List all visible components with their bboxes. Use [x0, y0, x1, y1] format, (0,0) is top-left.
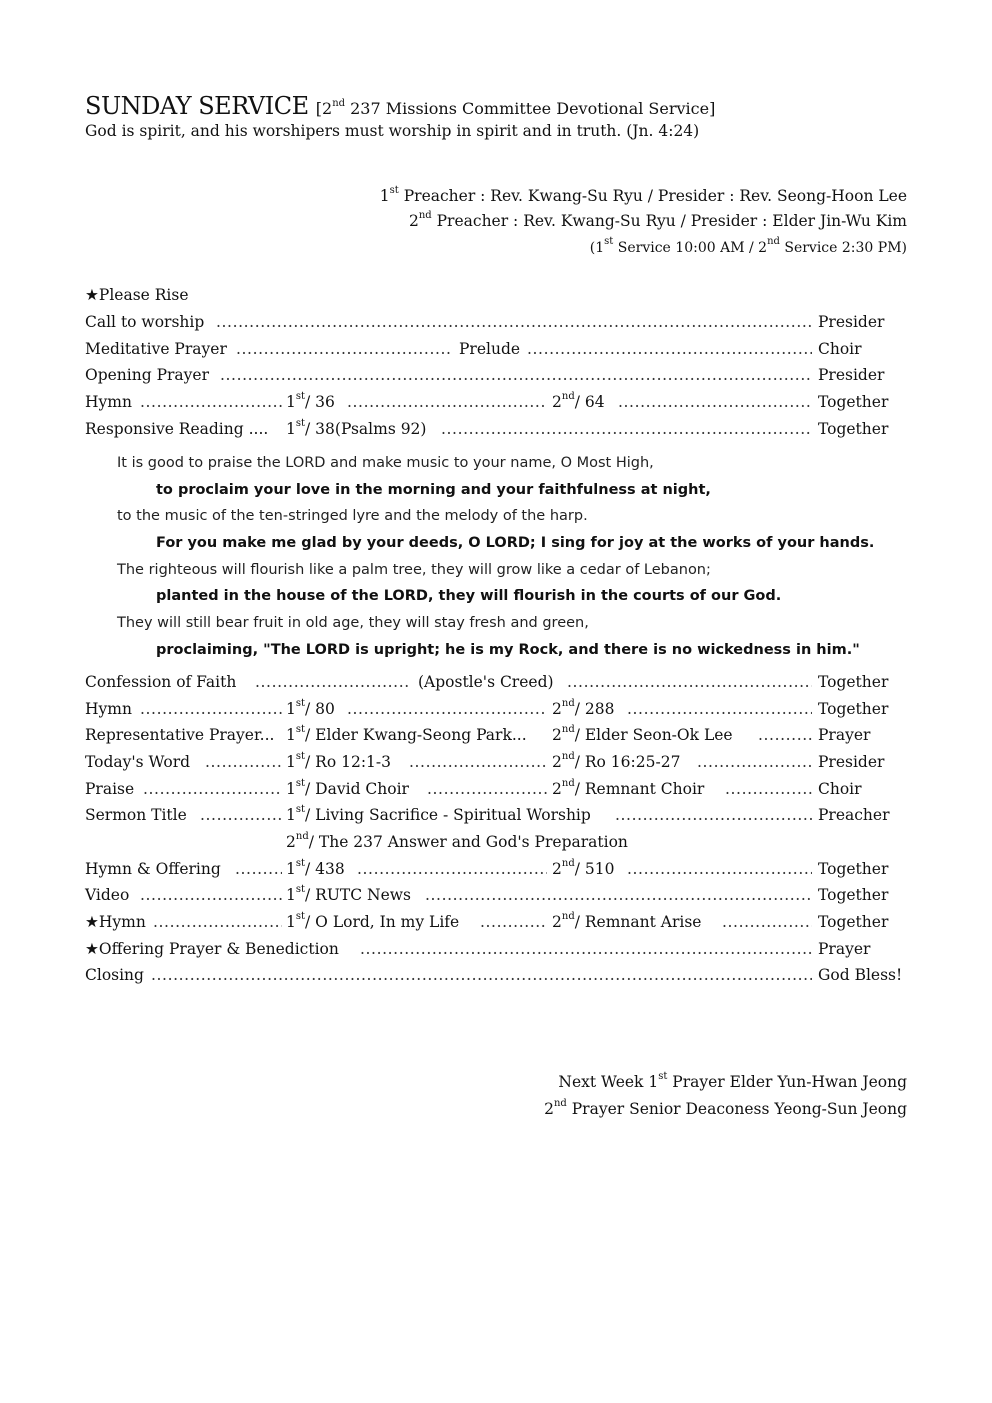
order-meditative-prayer: [85, 340, 907, 362]
order-second-service: 2nd/ Remnant Arise: [552, 910, 702, 931]
order-second-service: 2nd/ Ro 16:25-27: [552, 750, 681, 771]
order-first-service: 1st/ 36: [286, 390, 335, 411]
order-role: Prayer: [818, 726, 871, 744]
order-second-service: 2nd/ Elder Seon-Ok Lee: [552, 723, 733, 744]
next-week-second-prayer: 2nd Prayer Senior Deaconess Yeong-Sun Jeong: [544, 1097, 907, 1118]
order-role: Together: [818, 913, 889, 931]
reading-response-line: For you make me glad by your deeds, O LORD; I sing for joy at the works of your hands.: [156, 535, 875, 551]
scripture-verse: God is spirit, and his worshipers must worship in spirit and in truth. (Jn. 4:24): [85, 122, 700, 140]
order-opening-prayer: [85, 366, 907, 388]
order-role: Choir: [818, 340, 862, 358]
order-label: Closing: [85, 966, 144, 984]
order-first-service: 1st/ Elder Kwang-Seong Park...: [286, 723, 527, 744]
order-label: Praise: [85, 780, 135, 798]
order-first-service: 1st/ Living Sacrifice - Spiritual Worship: [286, 803, 591, 824]
order-second-service: 2nd/ Remnant Choir: [552, 777, 705, 798]
order-second-service: 2nd/ The 237 Answer and God's Preparation: [286, 830, 628, 851]
order-label: Hymn: [85, 393, 132, 411]
order-responsive-reading: [85, 417, 907, 442]
order-role: God Bless!: [818, 966, 903, 984]
order-label: ★Hymn: [85, 913, 146, 931]
order-role: Preacher: [818, 806, 890, 824]
order-offering-prayer-benediction: [85, 940, 907, 962]
first-preacher-line: 1st Preacher : Rev. Kwang-Su Ryu / Presider : Rev. Seong-Hoon Lee: [379, 184, 907, 205]
please-rise-note: ★Please Rise: [85, 286, 189, 304]
order-first-service: 1st/ 80: [286, 697, 335, 718]
order-sermon-title-second: [85, 830, 907, 855]
order-closing: [85, 966, 907, 988]
order-todays-word: [85, 750, 907, 775]
reading-leader-line: to the music of the ten-stringed lyre and the melody of the harp.: [117, 508, 588, 524]
order-first-service: 1st/ RUTC News: [286, 883, 411, 904]
order-first-service: 1st/ 38(Psalms 92): [286, 417, 427, 438]
order-video: [85, 883, 907, 908]
order-confession-of-faith: [85, 673, 907, 695]
reading-response-line: to proclaim your love in the morning and your faithfulness at night,: [156, 482, 711, 498]
order-label: Sermon Title: [85, 806, 187, 824]
order-role: Together: [818, 393, 889, 411]
order-role: Choir: [818, 780, 862, 798]
order-label: Confession of Faith: [85, 673, 237, 691]
order-first-service: 1st/ David Choir: [286, 777, 409, 798]
reading-leader-line: It is good to praise the LORD and make music to your name, O Most High,: [117, 455, 654, 471]
order-label: ★Offering Prayer & Benediction: [85, 940, 339, 958]
order-label: Today's Word: [85, 753, 191, 771]
order-call-to-worship: [85, 313, 907, 335]
order-second-service: 2nd/ 288: [552, 697, 615, 718]
order-role: Together: [818, 886, 889, 904]
order-label: Hymn: [85, 700, 132, 718]
order-role: Together: [818, 860, 889, 878]
order-mid: Prelude: [459, 340, 521, 358]
order-label: Representative Prayer...: [85, 726, 275, 744]
order-label: Opening Prayer: [85, 366, 209, 384]
order-role: Prayer: [818, 940, 871, 958]
order-role: Together: [818, 420, 889, 438]
reading-response-line: planted in the house of the LORD, they will flourish in the courts of our God.: [156, 588, 782, 604]
order-hymn: [85, 697, 907, 722]
order-representative-prayer: [85, 723, 907, 748]
second-preacher-line: 2nd Preacher : Rev. Kwang-Su Ryu / Presider : Elder Jin-Wu Kim: [408, 209, 907, 230]
title-text: SUNDAY SERVICE: [85, 92, 309, 120]
reading-response-line: proclaiming, "The LORD is upright; he is my Rock, and there is no wickedness in him.": [156, 642, 860, 658]
order-role: Presider: [818, 366, 885, 384]
order-label: Hymn & Offering: [85, 860, 221, 878]
service-times: (1st Service 10:00 AM / 2nd Service 2:30 PM): [589, 236, 907, 256]
order-role: Together: [818, 673, 889, 691]
reading-leader-line: They will still bear fruit in old age, they will stay fresh and green,: [117, 615, 589, 631]
order-second-service: 2nd/ 510: [552, 857, 615, 878]
order-label: Meditative Prayer: [85, 340, 227, 358]
order-label: Call to worship: [85, 313, 205, 331]
order-second-service: 2nd/ 64: [552, 390, 605, 411]
order-first-service: 1st/ O Lord, In my Life: [286, 910, 460, 931]
reading-leader-line: The righteous will flourish like a palm tree, they will grow like a cedar of Lebanon;: [117, 562, 711, 578]
order-hymn-and-offering: [85, 857, 907, 882]
order-role: Presider: [818, 313, 885, 331]
page-title: [85, 92, 715, 120]
order-sermon-title: [85, 803, 907, 828]
next-week-first-prayer: Next Week 1st Prayer Elder Yun-Hwan Jeong: [558, 1070, 907, 1091]
order-praise: [85, 777, 907, 802]
order-hymn-rise: [85, 910, 907, 935]
title-subtitle: [2nd 237 Missions Committee Devotional Service]: [315, 97, 716, 118]
order-first-service: 1st/ 438: [286, 857, 345, 878]
order-mid: (Apostle's Creed): [418, 673, 554, 691]
order-label: Responsive Reading ....: [85, 420, 269, 438]
order-role: Together: [818, 700, 889, 718]
order-first-service: 1st/ Ro 12:1-3: [286, 750, 392, 771]
order-role: Presider: [818, 753, 885, 771]
order-label: Video: [85, 886, 130, 904]
order-hymn: [85, 390, 907, 415]
